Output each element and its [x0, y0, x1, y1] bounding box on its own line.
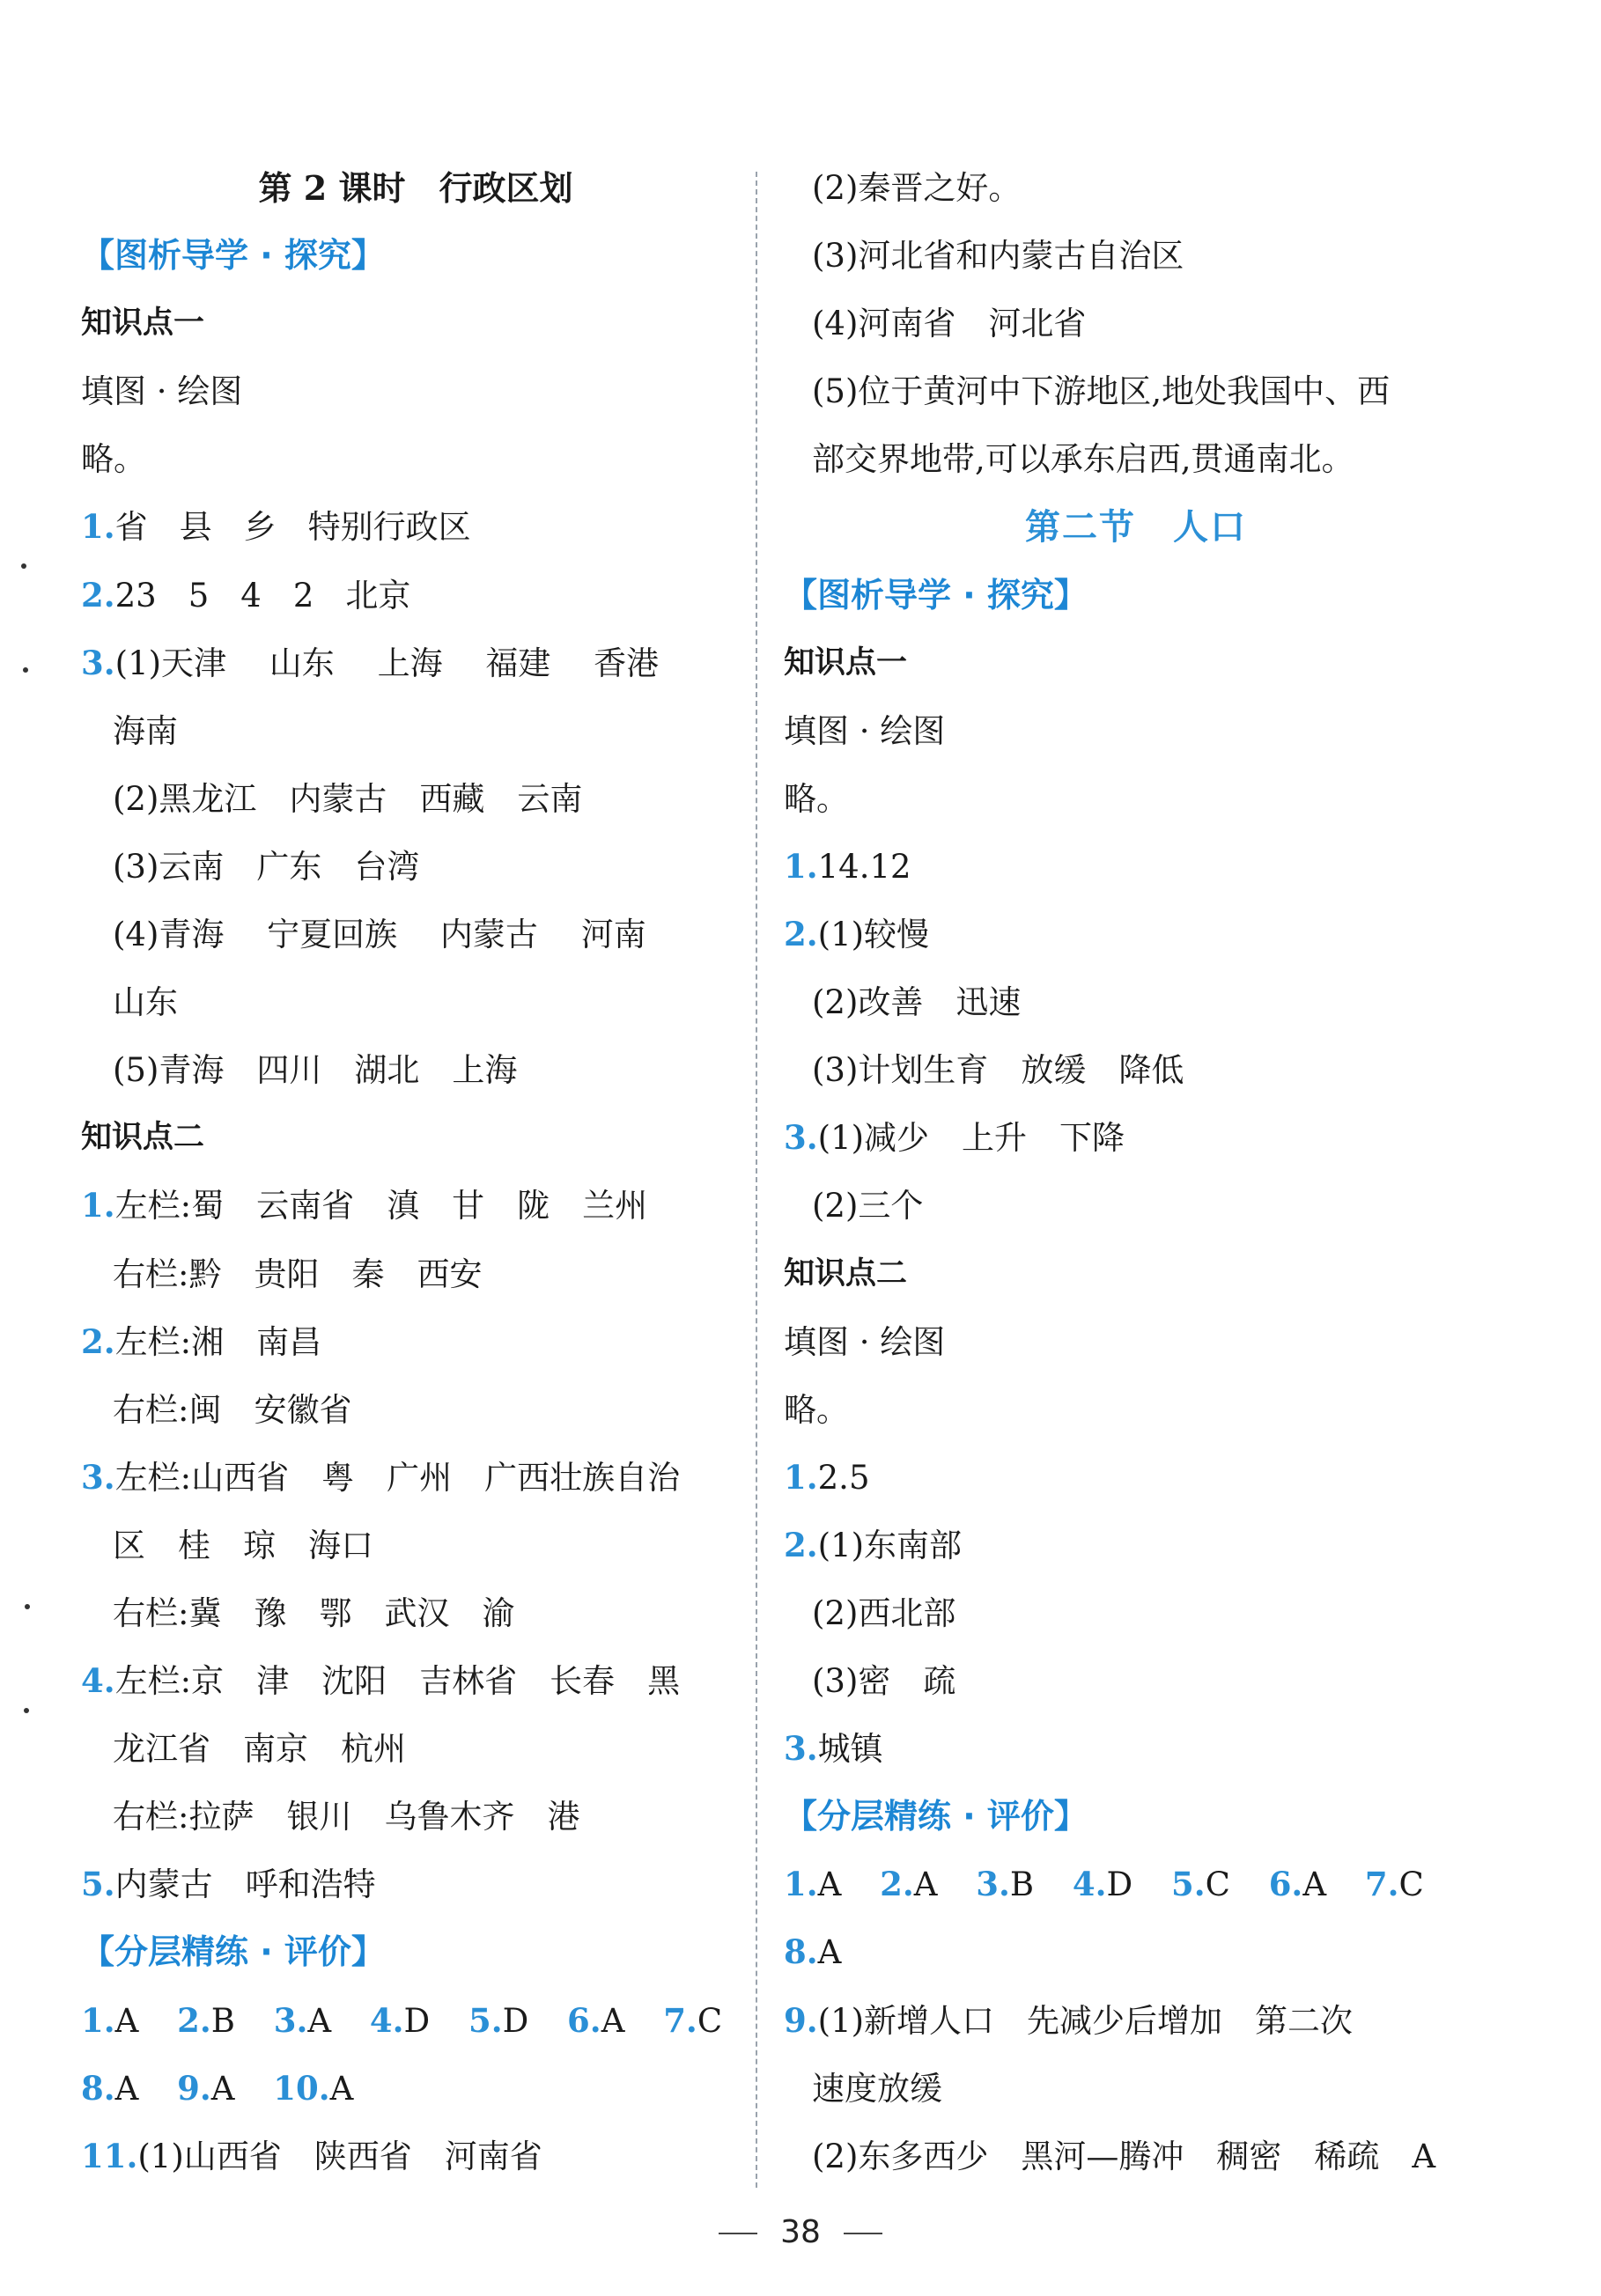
page-number-value: 38: [780, 2214, 821, 2250]
kp2-answer-1: [784, 1444, 1488, 1512]
kp2-answer-3-line-2: 区 桂 琼 海口: [113, 1526, 373, 1564]
kp2-answer-2-line-2: (2)西北部: [812, 1593, 956, 1632]
mc-answer: [81, 2055, 138, 2123]
answer-3-line-2: (2)三个: [812, 1187, 924, 1225]
continued-answer-line-3: (4)河南省 河北省: [812, 305, 1087, 343]
choice: D: [1106, 1866, 1133, 1904]
question-number: 6.: [567, 2000, 601, 2040]
continued-answer-line-2: (3)河北省和内蒙古自治区: [812, 237, 1184, 276]
question-number: 2.: [784, 915, 818, 954]
question-number: 2.: [784, 1525, 818, 1564]
right-column: [784, 154, 1488, 2190]
answer-text: 4: [240, 576, 262, 614]
answer-3-line-1: [81, 629, 750, 697]
kp2-answer-4-line-2: 龙江省 南京 杭州: [113, 1730, 406, 1769]
answer-9-line-2: 速度放缓: [812, 2069, 942, 2108]
mc-answer: [81, 1987, 138, 2055]
answer-text: 乡: [243, 508, 277, 547]
question-number: 11.: [81, 2136, 138, 2175]
question-number: 4.: [1072, 1865, 1107, 1904]
section-heading-practice: 【分层精练 · 评价】: [81, 1932, 385, 1972]
kp2-answer-2-line-1: [784, 1512, 1488, 1579]
answer-text: 14.12: [817, 847, 911, 886]
answer-text: 内蒙古 呼和浩特: [114, 1866, 376, 1904]
question-number: 3.: [81, 643, 115, 682]
mc-answers-row-1: [784, 1851, 1488, 1918]
scan-speck: [24, 1708, 29, 1713]
section-heading-practice: 【分层精练 · 评价】: [784, 1797, 1088, 1836]
choice: A: [329, 2069, 354, 2108]
kp2-answer-3: [784, 1715, 1488, 1783]
fill-map-label: 填图 · 绘图: [784, 1322, 946, 1361]
answer-text: 5: [188, 576, 210, 614]
question-number: 7.: [1364, 1865, 1399, 1904]
section-heading-explore: 【图析导学 · 探究】: [784, 575, 1088, 614]
question-number: 9.: [177, 2068, 211, 2108]
question-number: 5.: [1170, 1865, 1206, 1904]
mc-answers-row-1: [81, 1987, 750, 2055]
answer-text: 特别行政区: [307, 508, 471, 547]
mc-answer: [274, 1987, 331, 2055]
answer-3-line-5: (4)青海 宁夏回族 内蒙古 河南: [113, 916, 646, 954]
question-number: 4.: [81, 1661, 115, 1701]
answer-text: 县: [179, 508, 212, 547]
question-number: 1.: [784, 1865, 818, 1904]
kp2-answer-4-line-1: [81, 1647, 750, 1715]
page-number-dash-right: [844, 2233, 882, 2234]
question-number: 1.: [81, 2000, 115, 2040]
answer-text: 省: [114, 508, 148, 547]
answer-text: 2.5: [817, 1458, 870, 1497]
question-number: 8.: [81, 2068, 115, 2108]
answer-2: [81, 562, 750, 629]
fill-map-label: 填图 · 绘图: [81, 372, 243, 411]
choice: A: [307, 2001, 332, 2040]
question-number: 1.: [784, 1457, 818, 1497]
answer-text: (1)天津 山东 上海 福建 香港: [114, 644, 660, 682]
answer-text: 23: [114, 576, 157, 614]
answer-11: [81, 2123, 750, 2190]
knowledge-point-1-heading: 知识点一: [81, 305, 205, 342]
answer-text: A: [817, 1933, 842, 1972]
continued-answer-line-4: (5)位于黄河中下游地区,地处我国中、西: [812, 372, 1391, 411]
fill-map-label: 填图 · 绘图: [784, 711, 946, 750]
choice: C: [1205, 1866, 1230, 1904]
answer-text: 北京: [345, 576, 411, 614]
answer-text: 2: [292, 576, 314, 614]
scan-speck: [25, 1604, 30, 1609]
answer-3-line-4: (3)云南 广东 台湾: [113, 847, 420, 886]
omitted-note: 略。: [784, 779, 849, 818]
answer-text: (1)减少 上升 下降: [817, 1119, 1125, 1158]
mc-answer: [273, 2055, 353, 2123]
question-number: 5.: [81, 1865, 115, 1904]
answer-text: 左栏:湘 南昌: [114, 1322, 322, 1361]
question-number: 3.: [273, 2000, 308, 2040]
answer-9-line-3: (2)东多西少 黑河—腾冲 稠密 稀疏 A: [812, 2137, 1436, 2175]
choice: C: [697, 2001, 723, 2040]
question-number: 1.: [784, 846, 818, 886]
mc-answer: [663, 1987, 722, 2055]
kp2-answer-2-line-2: 右栏:闽 安徽省: [113, 1390, 352, 1429]
answer-text: 城镇: [817, 1730, 883, 1769]
mc-answer: [468, 1987, 528, 2055]
mc-answer: [370, 1987, 430, 2055]
left-column: [81, 154, 750, 2190]
choice: A: [210, 2069, 235, 2108]
knowledge-point-2-heading: 知识点二: [81, 1120, 205, 1156]
choice: D: [403, 2001, 431, 2040]
question-number: 4.: [369, 2000, 404, 2040]
kp2-answer-1-line-2: 右栏:黔 贵阳 秦 西安: [113, 1255, 483, 1293]
answer-2-line-1: [784, 901, 1488, 968]
answer-text: 左栏:京 津 沈阳 吉林省 长春 黑: [114, 1662, 681, 1701]
page-number: [0, 2214, 1601, 2250]
answer-3-line-3: (2)黑龙江 内蒙古 西藏 云南: [113, 779, 583, 818]
answer-3-line-1: [784, 1104, 1488, 1172]
section-heading-explore: 【图析导学 · 探究】: [81, 236, 385, 276]
choice: A: [1302, 1866, 1327, 1904]
question-number: 1.: [81, 507, 115, 547]
answer-2-line-2: (2)改善 迅速: [812, 983, 1022, 1022]
question-number: 2.: [81, 575, 115, 614]
question-number: 3.: [784, 1729, 818, 1769]
continued-answer-line-5: 部交界地带,可以承东启西,贯通南北。: [812, 440, 1354, 479]
answer-3-line-6: 山东: [113, 983, 178, 1022]
choice: C: [1398, 1866, 1424, 1904]
question-number: 2.: [81, 1321, 115, 1361]
kp2-answer-2-line-3: (3)密 疏: [812, 1662, 956, 1701]
page-number-dash-left: [719, 2233, 757, 2234]
question-number: 2.: [177, 2000, 211, 2040]
mc-answer: [976, 1851, 1034, 1918]
choice: B: [210, 2001, 235, 2040]
omitted-note: 略。: [784, 1390, 849, 1429]
mc-answer: [784, 1851, 841, 1918]
choice: A: [114, 2069, 139, 2108]
section-title: 第二节 人口: [1025, 506, 1247, 548]
question-number: 3.: [784, 1118, 818, 1158]
question-number: 9.: [784, 2000, 818, 2040]
scan-speck: [23, 667, 28, 673]
question-number: 10.: [273, 2068, 330, 2108]
choice: A: [817, 1866, 842, 1904]
mc-answer: [1073, 1851, 1133, 1918]
knowledge-point-1-heading: 知识点一: [784, 644, 908, 681]
knowledge-point-2-heading: 知识点二: [784, 1255, 908, 1292]
kp2-answer-3-line-3: 右栏:冀 豫 鄂 武汉 渝: [113, 1593, 515, 1632]
lesson-title: 第 2 课时 行政区划: [258, 168, 573, 208]
question-number: 2.: [880, 1865, 914, 1904]
answer-text: (1)东南部: [817, 1526, 963, 1564]
choice: A: [601, 2001, 625, 2040]
mc-answer: [177, 1987, 235, 2055]
answer-text: 左栏:蜀 云南省 滇 甘 陇 兰州: [114, 1187, 648, 1225]
choice: A: [913, 1866, 938, 1904]
answer-1: [784, 833, 1488, 901]
question-number: 7.: [663, 2000, 697, 2040]
kp2-answer-2-line-1: [81, 1308, 750, 1376]
answer-1: [81, 493, 750, 561]
choice: B: [1009, 1866, 1035, 1904]
question-number: 1.: [81, 1186, 115, 1225]
question-number: 6.: [1268, 1865, 1303, 1904]
answer-9-line-1: [784, 1987, 1488, 2055]
mc-answer: [567, 1987, 624, 2055]
question-number: 3.: [976, 1865, 1010, 1904]
mc-answer: [1171, 1851, 1230, 1918]
mc-answer: [177, 2055, 234, 2123]
kp2-answer-1-line-1: [81, 1172, 750, 1240]
question-number: 3.: [81, 1457, 115, 1497]
answer-3-line-2: 海南: [113, 711, 178, 750]
answer-text: (1)新增人口 先减少后增加 第二次: [817, 2001, 1354, 2040]
column-divider: [756, 172, 757, 2188]
scan-speck: [21, 563, 26, 569]
kp2-answer-3-line-1: [81, 1444, 750, 1512]
answer-8: [784, 1918, 1488, 1986]
answer-text: (1)山西省 陕西省 河南省: [137, 2137, 542, 2175]
answer-text: 左栏:山西省 粤 广州 广西壮族自治: [114, 1458, 681, 1497]
answer-text: (1)较慢: [817, 916, 930, 954]
kp2-answer-5: [81, 1851, 750, 1918]
mc-answer: [880, 1851, 937, 1918]
kp2-answer-4-line-3: 右栏:拉萨 银川 乌鲁木齐 港: [113, 1798, 580, 1836]
answer-2-line-3: (3)计划生育 放缓 降低: [812, 1051, 1184, 1090]
choice: A: [114, 2001, 139, 2040]
continued-answer-line-1: (2)秦晋之好。: [812, 169, 1022, 207]
mc-answer: [1365, 1851, 1424, 1918]
answer-3-line-7: (5)青海 四川 湖北 上海: [113, 1051, 518, 1090]
question-number: 5.: [468, 2000, 503, 2040]
question-number: 8.: [784, 1932, 818, 1972]
mc-answer: [1269, 1851, 1326, 1918]
choice: D: [502, 2001, 529, 2040]
omitted-note: 略。: [81, 440, 146, 479]
mc-answers-row-2: [81, 2055, 750, 2123]
